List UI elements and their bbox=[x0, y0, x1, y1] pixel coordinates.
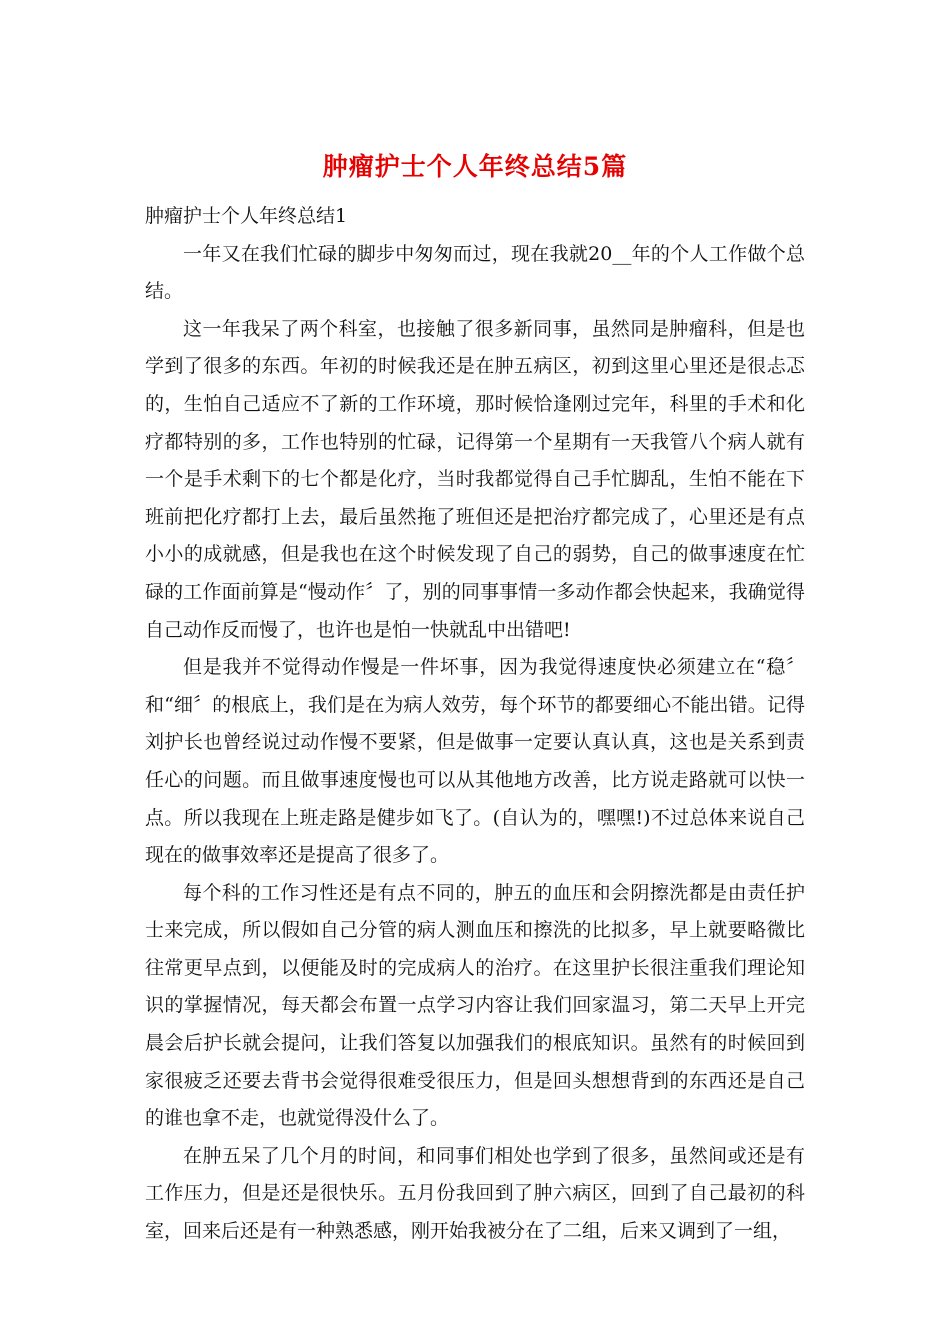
paragraph-3: 但是我并不觉得动作慢是一件坏事，因为我觉得速度快必须建立在“稳〞和“细〞的根底上，我们是在为病人效劳，每个环节的都要细心不能出错。记得刘护长也曾经说过动作慢不要紧，但是做事一定要认真认真，这也是关系到责任心的问题。而且做事速度慢也可以从其他地方改善，比方说走路就可以快一点。所以我现在上班走路是健步如飞了。(自认为的，嘿嘿!)不过总体来说自己现在的做事效率还是提高了很多了。 bbox=[145, 656, 805, 867]
document-title: 肿瘤护士个人年终总结5篇 bbox=[322, 152, 628, 181]
section-heading: 肿瘤护士个人年终总结1 bbox=[145, 205, 348, 227]
paragraph-2: 这一年我呆了两个科室，也接触了很多新同事，虽然同是肿瘤科，但是也学到了很多的东西。年初的时候我还是在肿五病区，初到这里心里还是很忐忑的，生怕自己适应不了新的工作环境，那时候恰逢刚过完年，科里的手术和化疗都特别的多，工作也特别的忙碌，记得第一个星期有一天我管八个病人就有一个是手术剩下的七个都是化疗，当时我都觉得自己手忙脚乱，生怕不能在下班前把化疗都打上去，最后虽然拖了班但还是把治疗都完成了，心里还是有点小小的成就感，但是我也在这个时候发现了自己的弱势，自己的做事速度在忙碌的工作面前算是“慢动作〞了，别的同事事情一多动作都会快起来，我确觉得自己动作反而慢了，也许也是怕一快就乱中出错吧! bbox=[145, 317, 805, 641]
paragraph-5: 在肿五呆了几个月的时间，和同事们相处也学到了很多，虽然间或还是有工作压力，但是还是很快乐。五月份我回到了肿六病区，回到了自己最初的科室，回来后还是有一种熟悉感，刚开始我被分在了二组，后来又调到了一组， bbox=[145, 1144, 805, 1243]
paragraph-1: 一年又在我们忙碌的脚步中匆匆而过，现在我就20__年的个人工作做个总结。 bbox=[145, 242, 805, 303]
paragraph-4: 每个科的工作习性还是有点不同的，肿五的血压和会阴擦洗都是由责任护士来完成，所以假如自己分管的病人测血压和擦洗的比拟多，早上就要略微比往常更早点到，以便能及时的完成病人的治疗。在这里护长很注重我们理论知识的掌握情况，每天都会布置一点学习内容让我们回家温习，第二天早上开完晨会后护长就会提问，让我们答复以加强我们的根底知识。虽然有的时候回到家很疲乏还要去背书会觉得很难受很压力，但是回头想想背到的东西还是自己的谁也拿不走，也就觉得没什么了。 bbox=[145, 881, 805, 1130]
document-body bbox=[145, 198, 805, 1251]
